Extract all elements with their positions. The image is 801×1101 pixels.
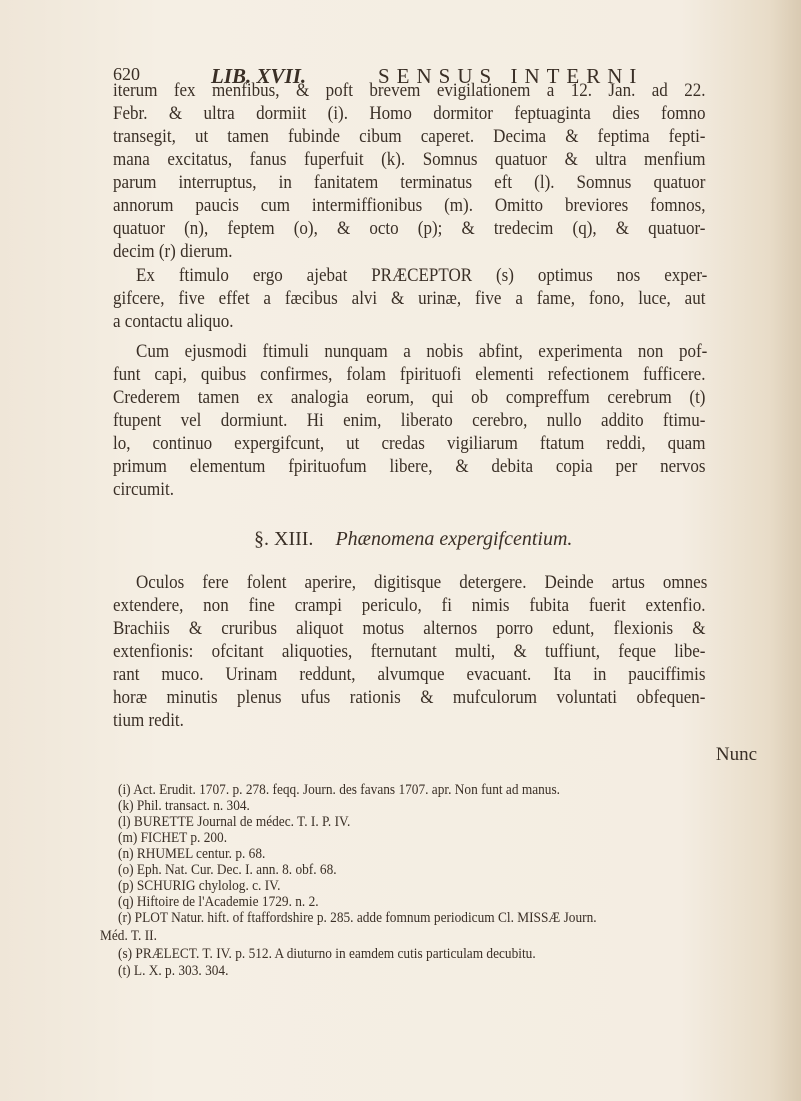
- section-heading: [254, 528, 572, 551]
- text-line: funt capi, quibus confirmes, folam fpirituofi elementi refectionem fufficere.: [113, 365, 706, 385]
- text-line: iterum fex menfibus, & poft brevem evigilationem a 12. Jan. ad 22.: [113, 81, 706, 101]
- text-line: gifcere, five effet a fæcibus alvi & urinæ, five a fame, fono, luce, aut: [113, 289, 706, 309]
- catchword: Nunc: [715, 744, 757, 765]
- text-line: lo, continuo expergifcunt, ut credas vigiliarum ftatum reddi, quam: [113, 434, 706, 454]
- footnote: (l) BURETTE Journal de médec. T. I. P. IV.: [118, 814, 351, 830]
- text-line: tium redit.: [113, 711, 184, 731]
- section-number: §. XIII.: [254, 528, 314, 550]
- text-line: horæ minutis plenus ufus rationis & mufculorum voluntati obfequen-: [113, 688, 706, 708]
- book-number: LIB. XVII.: [211, 64, 307, 88]
- footnote: (s) PRÆLECT. T. IV. p. 512. A diuturno in eamdem cutis particulam decubitu.: [118, 946, 536, 962]
- text-line: Brachiis & cruribus aliquot motus alternos porro edunt, flexionis &: [113, 619, 706, 639]
- header-title: SENSUS INTERNI: [378, 64, 644, 88]
- footnote: Méd. T. II.: [100, 928, 157, 944]
- text-line: parum interruptus, in fanitatem terminatus eft (l). Somnus quatuor: [113, 173, 706, 193]
- text-line: primum elementum fpirituofum libere, & debita copia per nervos: [113, 457, 706, 477]
- text-line: circumit.: [113, 480, 174, 500]
- footnote: (k) Phil. transact. n. 304.: [118, 798, 250, 814]
- text-line: annorum paucis cum intermiffionibus (m). Omitto breviores fomnos,: [113, 196, 706, 216]
- footnote: (r) PLOT Natur. hift. of ftaffordshire p. 285. adde fomnum periodicum Cl. MISSÆ Journ.: [118, 910, 597, 926]
- text-line: extenfionis: ofcitant aliquoties, fternutant multi, & tuffiunt, feque libe-: [113, 642, 706, 662]
- footnote: (m) FICHET p. 200.: [118, 830, 228, 846]
- footnote: (o) Eph. Nat. Cur. Dec. I. ann. 8. obf. 68.: [118, 862, 337, 878]
- text-line: Crederem tamen ex analogia eorum, qui ob compreffum cerebrum (t): [113, 388, 706, 408]
- text-line: decim (r) dierum.: [113, 242, 233, 262]
- footnote: (i) Act. Erudit. 1707. p. 278. feqq. Journ. des favans 1707. apr. Non funt ad manus.: [118, 782, 561, 798]
- text-line: Cum ejusmodi ftimuli nunquam a nobis abfint, experimenta non pof-: [136, 342, 708, 362]
- text-line: quatuor (n), feptem (o), & octo (p); & tredecim (q), & quatuor-: [113, 219, 706, 239]
- page-number: 620: [113, 64, 140, 84]
- footnote: (n) RHUMEL centur. p. 68.: [118, 846, 266, 862]
- footnote: (p) SCHURIG chylolog. c. IV.: [118, 878, 281, 894]
- text-line: Oculos fere folent aperire, digitisque detergere. Deinde artus omnes: [136, 573, 708, 593]
- text-line: Febr. & ultra dormiit (i). Homo dormitor feptuaginta dies fomno: [113, 104, 706, 124]
- footnote: (t) L. X. p. 303. 304.: [118, 963, 229, 979]
- section-title: Phænomena expergifcentium.: [335, 528, 573, 550]
- text-line: rant muco. Urinam reddunt, alvumque evacuant. Ita in pauciffimis: [113, 665, 706, 685]
- text-line: a contactu aliquo.: [113, 312, 234, 332]
- text-line: transegit, ut tamen fubinde cibum caperet. Decima & feptima fepti-: [113, 127, 706, 147]
- footnote: (q) Hiftoire de l'Academie 1729. n. 2.: [118, 894, 319, 910]
- text-line: Ex ftimulo ergo ajebat PRÆCEPTOR (s) optimus nos exper-: [136, 266, 708, 286]
- text-line: mana excitatus, fanus fuperfuit (k). Somnus quatuor & ultra menfium: [113, 150, 706, 170]
- text-line: ftupent vel dormiunt. Hi enim, liberato cerebro, nullo addito ftimu-: [113, 411, 706, 431]
- text-line: extendere, non fine crampi periculo, fi nimis fubita fuerit extenfio.: [113, 596, 706, 616]
